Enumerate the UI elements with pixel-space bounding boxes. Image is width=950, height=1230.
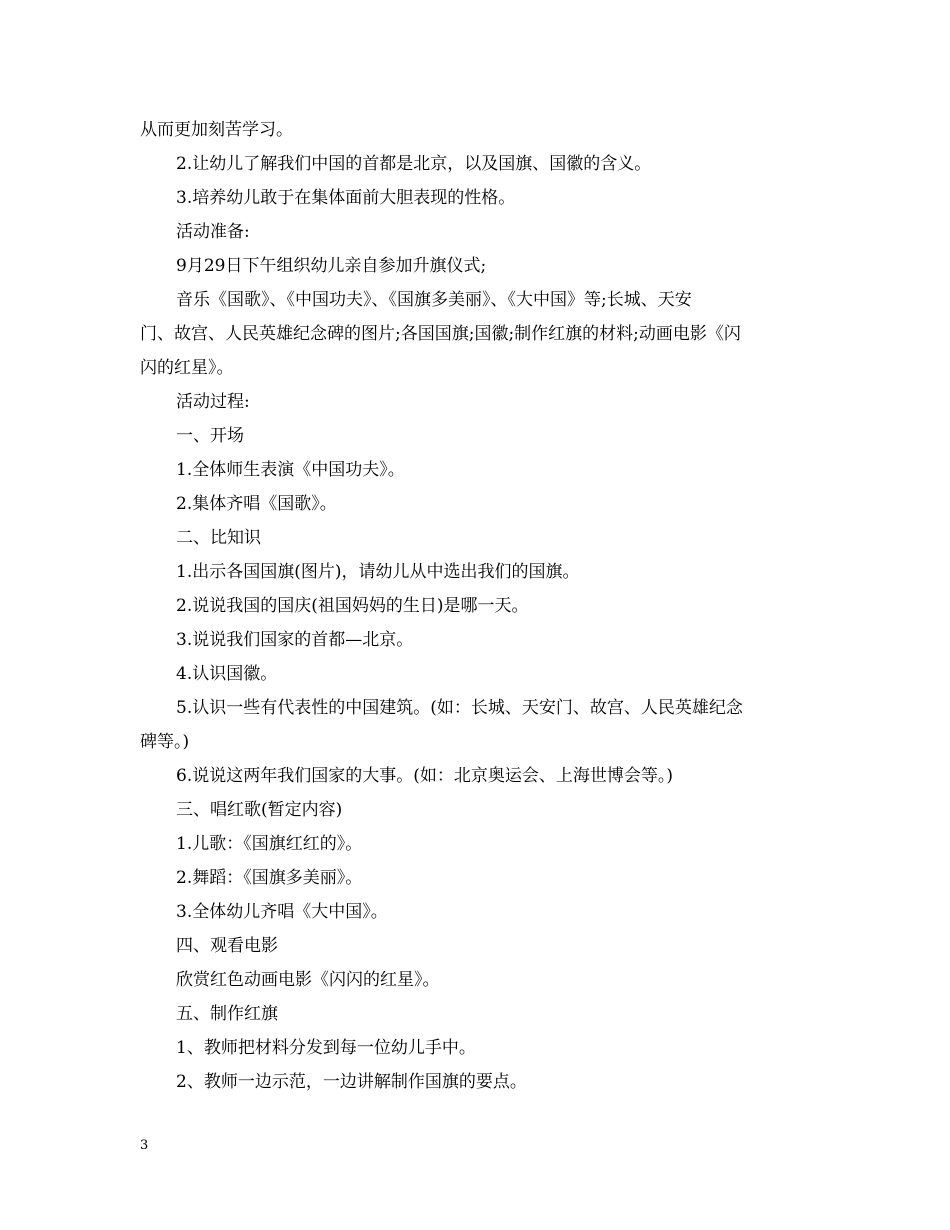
text-line: 2.舞蹈：《国旗多美丽》。: [176, 868, 363, 888]
text-line: 2.让幼儿了解我们中国的首都是北京，以及国旗、国徽的含义。: [176, 154, 652, 174]
page-number: 3: [140, 1138, 149, 1153]
text-line: 五、制作红旗: [176, 1004, 278, 1024]
text-line: 二、比知识: [176, 528, 261, 548]
text-line: 2、教师一边示范，一边讲解制作国旗的要点。: [176, 1072, 527, 1092]
text-line: 3.说说我们国家的首都—北京。: [176, 630, 414, 650]
text-line: 2.说说我国的国庆(祖国妈妈的生日)是哪一天。: [176, 596, 529, 616]
text-line: 9月29日下午组织幼儿亲自参加升旗仪式;: [176, 256, 487, 276]
text-line: 6.说说这两年我们国家的大事。(如：北京奥运会、上海世博会等。): [176, 766, 673, 786]
text-line: 1.儿歌：《国旗红红的》。: [176, 834, 363, 854]
text-line: 3.全体幼儿齐唱《大中国》。: [176, 902, 388, 922]
text-line: 活动准备:: [176, 222, 250, 242]
text-line: 4.认识国徽。: [176, 664, 278, 684]
text-line: 从而更加刻苦学习。: [140, 120, 293, 140]
text-line: 1、教师把材料分发到每一位幼儿手中。: [176, 1038, 476, 1058]
text-line: 四、观看电影: [176, 936, 278, 956]
text-line: 2.集体齐唱《国歌》。: [176, 494, 337, 514]
text-line: 一、开场: [176, 426, 244, 446]
text-line: 1.全体师生表演《中国功夫》。: [176, 460, 405, 480]
document-body: [140, 113, 820, 1099]
text-line: 闪的红星》。: [140, 358, 234, 378]
text-line: 欣赏红色动画电影《闪闪的红星》。: [176, 970, 440, 990]
text-line: 1.出示各国国旗(图片)，请幼儿从中选出我们的国旗。: [176, 562, 580, 582]
text-line: 碑等。): [140, 732, 190, 752]
text-line: 3.培养幼儿敢于在集体面前大胆表现的性格。: [176, 188, 516, 208]
text-line: 三、唱红歌(暂定内容): [176, 800, 343, 820]
text-line: 5.认识一些有代表性的中国建筑。(如：长城、天安门、故宫、人民英雄纪念: [176, 698, 743, 718]
text-line: 活动过程:: [176, 392, 250, 412]
text-line: 音乐《国歌》、《中国功夫》、《国旗多美丽》、《大中国》等;长城、天安: [176, 290, 692, 310]
text-line: 门、故宫、人民英雄纪念碑的图片;各国国旗;国徽;制作红旗的材料;动画电影《闪: [140, 324, 741, 344]
